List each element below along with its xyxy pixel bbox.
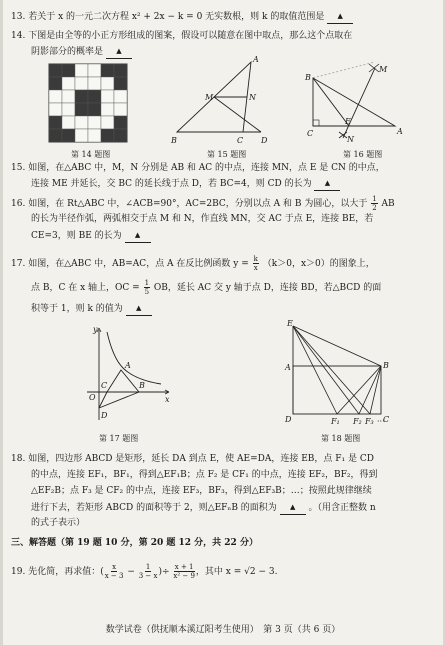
- question-text: 积等于 1，则 k 的值为: [31, 304, 123, 314]
- figure-14-grid: [49, 64, 127, 142]
- question-text: 。（用含正整数 n: [308, 503, 376, 513]
- label-M: M: [205, 93, 214, 102]
- shaded-square: [75, 103, 88, 116]
- fraction-numerator: 1: [145, 563, 151, 571]
- label-C: C: [307, 129, 314, 138]
- fraction-denominator: x − 3: [104, 572, 124, 580]
- shaded-square: [101, 129, 114, 142]
- shaded-square: [114, 64, 127, 77]
- question-16-line1: [11, 195, 395, 212]
- answer-blank[interactable]: [126, 302, 152, 316]
- shaded-square: [114, 77, 127, 90]
- question-text: AB: [381, 199, 395, 209]
- figure-18-caption: 第 18 题图: [321, 434, 361, 443]
- answer-blank[interactable]: [106, 45, 132, 59]
- section-heading: 三、解答题（第 19 题 10 分，第 20 题 12 分，共 22 分）: [11, 538, 258, 548]
- figure-16-triangle: [303, 60, 413, 142]
- question-text: )÷: [158, 567, 170, 577]
- shaded-square: [49, 64, 62, 77]
- shaded-square: [49, 116, 62, 129]
- shaded-square: [49, 129, 62, 142]
- fraction-denominator: x² − 9: [173, 572, 195, 580]
- label-D: D: [261, 136, 268, 145]
- fraction-x-plus-1-over-x2-minus-9: [173, 563, 195, 580]
- question-text: 的长为半径作弧，两弧相交于点 M 和 N，作直线 MN，交 AC 于点 E，连接 BE，若: [31, 214, 374, 224]
- label-F1: F₁: [331, 417, 340, 426]
- question-text: CE=3，则 BE 的长为: [31, 231, 122, 241]
- blank-square: [114, 90, 127, 103]
- blank-square: [101, 116, 114, 129]
- label-A: A: [285, 363, 291, 372]
- blank-square: [88, 116, 101, 129]
- answer-mark: ▲: [289, 503, 296, 511]
- figure-14-caption: 第 14 题图: [71, 150, 111, 159]
- question-text: △EF₂B；点 F₃ 是 CF₂ 的中点，连接 EF₃，BF₃，得到△EF₃B；…；按照此规律继续: [31, 486, 372, 496]
- label-A: A: [397, 127, 403, 136]
- question-number: 17.: [11, 259, 26, 269]
- question-text: 若关于 x 的一元二次方程 x² + 2x − k = 0 无实数根，则 k 的取值范围是: [28, 12, 325, 22]
- question-15-line2: [31, 177, 340, 191]
- blank-square: [75, 129, 88, 142]
- fraction-one-fifth: [144, 279, 150, 296]
- question-text: ，其中 x = √2 − 3.: [195, 567, 278, 577]
- label-N: N: [249, 93, 256, 102]
- question-number: 18.: [11, 454, 26, 464]
- shaded-square: [62, 64, 75, 77]
- label-C: C: [101, 381, 108, 390]
- question-text: OB，延长 AC 交 y 轴于点 D，连接 BD，若△BCD 的面: [153, 283, 382, 293]
- answer-blank[interactable]: [314, 177, 340, 191]
- fraction-denominator: x: [253, 264, 258, 272]
- shaded-square: [62, 129, 75, 142]
- shaded-square: [114, 116, 127, 129]
- answer-mark: ▲: [337, 12, 343, 20]
- exam-page: [3, 0, 443, 645]
- shaded-square: [114, 129, 127, 142]
- shaded-square: [101, 64, 114, 77]
- blank-square: [62, 90, 75, 103]
- fraction-1-over-3-minus-x: [139, 563, 158, 580]
- label-x: x: [165, 395, 170, 404]
- shaded-square: [75, 90, 88, 103]
- label-C: C: [383, 415, 390, 424]
- label-O: O: [89, 393, 96, 402]
- shaded-square: [88, 90, 101, 103]
- question-number: 13.: [11, 12, 26, 22]
- question-14-line2: [31, 45, 132, 59]
- blank-square: [114, 103, 127, 116]
- question-text: 下图是由全等的小正方形组成的图案，假设可以随意在图中取点，那么这个点取在: [28, 31, 353, 41]
- label-B: B: [171, 136, 177, 145]
- figure-15-caption: 第 15 题图: [207, 150, 247, 159]
- blank-square: [75, 77, 88, 90]
- label-F3: F₃: [365, 417, 374, 426]
- answer-mark: ▲: [134, 231, 141, 239]
- question-16-line2: [31, 213, 373, 225]
- answer-blank[interactable]: [125, 229, 151, 243]
- blank-square: [88, 64, 101, 77]
- question-13: [11, 10, 353, 24]
- shaded-square: [49, 77, 62, 90]
- answer-blank[interactable]: [327, 10, 353, 24]
- page-footer: 数学试卷（供抚顺本溪辽阳考生使用） 第 3 页（共 6 页）: [105, 625, 341, 635]
- shaded-square: [88, 103, 101, 116]
- question-number: 14.: [11, 31, 26, 41]
- question-text: 的中点，连接 EF₁，BF₁，得到△EF₁B；点 F₂ 是 CF₁ 的中点，连接 EF₂，BF₂，得到: [31, 470, 378, 480]
- question-17-line3: [31, 302, 152, 316]
- question-14-line1: [11, 30, 352, 42]
- blank-square: [101, 103, 114, 116]
- question-18-line4: [31, 501, 376, 515]
- blank-square: [75, 116, 88, 129]
- question-text: 如图，四边形 ABCD 是矩形，延长 DA 到点 E，使 AE=DA，连接 EB，点 F₁ 是 CD: [28, 454, 374, 464]
- figure-16-caption: 第 16 题图: [343, 150, 383, 159]
- question-text: 如图，在 Rt△ABC 中，∠ACB=90°，AC=2BC，分别以点 A 和 B 为圆心，以大于: [28, 199, 368, 209]
- blank-square: [101, 90, 114, 103]
- answer-mark: ▲: [135, 304, 142, 312]
- figure-15-triangle: [171, 56, 281, 148]
- question-text: 点 B，C 在 x 轴上，OC =: [31, 283, 140, 293]
- label-D: D: [101, 411, 108, 420]
- label-M: M: [379, 65, 388, 74]
- blank-square: [62, 116, 75, 129]
- blank-square: [49, 103, 62, 116]
- answer-blank[interactable]: [280, 501, 306, 515]
- label-B: B: [139, 381, 145, 390]
- blank-square: [101, 77, 114, 90]
- label-C: C: [237, 136, 244, 145]
- question-text: 如图，在△ABC 中，M，N 分别是 AB 和 AC 的中点，连接 MN，点 E 是 CN 的中点，: [28, 163, 385, 173]
- fraction-k-over-x: [253, 255, 259, 272]
- label-B: B: [383, 361, 389, 370]
- label-E: E: [345, 117, 351, 126]
- blank-square: [75, 64, 88, 77]
- blank-square: [88, 129, 101, 142]
- question-text: 如图，在△ABC 中，AB=AC，点 A 在反比例函数 y =: [28, 259, 249, 269]
- fraction-numerator: x: [112, 563, 117, 571]
- blank-square: [62, 77, 75, 90]
- label-A: A: [253, 55, 259, 64]
- blank-square: [49, 90, 62, 103]
- question-text: 的式子表示）: [31, 518, 86, 528]
- fraction-numerator: 1: [144, 279, 150, 287]
- label-A: A: [125, 361, 131, 370]
- question-number: 15.: [11, 163, 26, 173]
- question-text: 阴影部分的概率是: [31, 47, 104, 57]
- label-D: D: [285, 415, 292, 424]
- fraction-x-over-x-minus-3: [105, 563, 124, 580]
- question-text: 进行下去，若矩形 ABCD 的面积等于 2，则△EFₙB 的面积为: [31, 503, 277, 513]
- label-N: N: [347, 135, 354, 144]
- question-text: 连接 ME 并延长，交 BC 的延长线于点 D，若 BC=4，则 CD 的长为: [31, 179, 312, 189]
- figure-18-rectangle: [283, 318, 403, 424]
- label-B: B: [305, 73, 311, 82]
- question-18-line5: [31, 517, 85, 529]
- fraction-numerator: 1: [372, 195, 377, 203]
- figure-17-graph: [83, 324, 175, 424]
- question-16-line3: [31, 229, 151, 243]
- question-18-line3: [31, 485, 372, 497]
- question-17-line2: [31, 279, 381, 296]
- fraction-numerator: x + 1: [174, 563, 194, 571]
- fraction-denominator: 3 − x: [138, 572, 158, 580]
- question-number: 16.: [11, 199, 26, 209]
- fraction-one-half: [371, 195, 377, 212]
- label-E: E: [287, 319, 293, 328]
- blank-square: [62, 103, 75, 116]
- fraction-denominator: 5: [144, 288, 150, 296]
- label-dots: ···: [377, 417, 385, 426]
- fraction-denominator: 2: [372, 204, 377, 212]
- blank-square: [88, 77, 101, 90]
- question-17-line1: [11, 255, 375, 272]
- label-F2: F₂: [353, 417, 362, 426]
- question-number: 19.: [11, 567, 26, 577]
- question-15-line1: [11, 162, 385, 174]
- label-y: y: [93, 325, 98, 334]
- question-19: [11, 562, 277, 582]
- operator: −: [127, 567, 135, 577]
- figure-17-caption: 第 17 题图: [99, 434, 139, 443]
- question-text: （k＞0，x＞0）的图象上，: [262, 259, 375, 269]
- question-18-line2: [31, 469, 378, 481]
- answer-mark: ▲: [116, 47, 122, 55]
- fraction-numerator: k: [253, 255, 258, 263]
- question-text: 先化简，再求值：(: [28, 567, 104, 577]
- answer-mark: ▲: [324, 179, 331, 187]
- question-18-line1: [11, 453, 374, 465]
